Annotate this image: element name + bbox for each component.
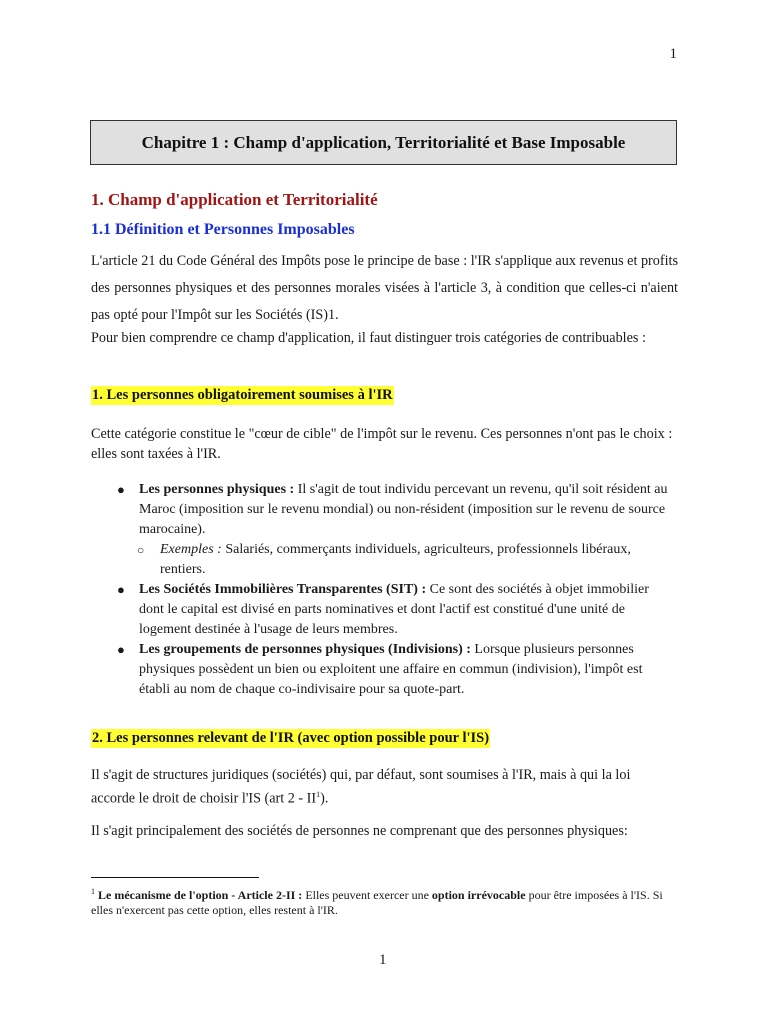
bullet-indivisions — [115, 640, 675, 700]
bullet-personnes-physiques — [115, 480, 675, 540]
sub-bullet-label: Exemples : — [160, 542, 222, 557]
category2-heading: 2. Les personnes relevant de l'IR (avec option possible pour l'IS) — [92, 730, 490, 746]
footnote-reference[interactable]: 1 — [316, 790, 321, 799]
footnote-separator — [91, 877, 259, 878]
bullet-label: Les personnes physiques : — [139, 482, 295, 497]
bullet-dot-icon: ● — [117, 642, 125, 657]
bullet-dot-icon: ● — [117, 482, 125, 497]
chapter-title: Chapitre 1 : Champ d'application, Territorialité et Base Imposable — [141, 132, 626, 152]
footnote-marker: 1 — [91, 887, 95, 896]
bullet-text: Lorsque plusieurs personnes physiques possèdent un bien ou exploitent une affaire en commun (indivision), l'impôt est établi au nom de chaque co-indivisaire pour sa quote-part. — [139, 642, 643, 697]
category2-description-text: Il s'agit de structures juridiques (sociétés) qui, par défaut, sont soumises à l'IR, mais à qui la loi accorde le droit de choisir l'IS (art 2 - II — [91, 767, 631, 807]
footnote-text-a: Elles peuvent exercer une — [302, 888, 432, 902]
category1-heading: 1. Les personnes obligatoirement soumises à l'IR — [92, 387, 393, 403]
category1-bullet-list — [115, 480, 675, 700]
category2-description-end: ). — [320, 790, 329, 807]
intro-paragraph: L'article 21 du Code Général des Impôts pose le principe de base : l'IR s'applique aux revenus et profits des personnes physiques et des personnes morales visées à l'article 3, à condition que celles-ci n'aient pas opté pour l'Impôt sur les Sociétés (IS)1. — [91, 253, 678, 323]
bullet-label: Les Sociétés Immobilières Transparentes (SIT) : — [139, 582, 427, 597]
subsection-title: 1.1 Définition et Personnes Imposables — [91, 221, 355, 238]
bullet-label: Les groupements de personnes physiques (Indivisions) : — [139, 642, 471, 657]
sub-bullet-text: Salariés, commerçants individuels, agriculteurs, professionnels libéraux, rentiers. — [160, 542, 631, 577]
bullet-sit — [115, 580, 675, 640]
page-number-top: 1 — [669, 46, 677, 62]
sub-bullet-exemples — [115, 540, 675, 580]
section-title: 1. Champ d'application et Territorialité — [91, 190, 378, 209]
categories-paragraph: Pour bien comprendre ce champ d'application, il faut distinguer trois catégories de contribuables : — [91, 330, 646, 346]
chapter-title-box — [90, 120, 677, 165]
footnote-bold-mid: option irrévocable — [431, 888, 526, 902]
category1-description: Cette catégorie constitue le "cœur de cible" de l'impôt sur le revenu. Ces personnes n'ont pas le choix : elles sont taxées à l'IR. — [91, 426, 673, 462]
page-number-bottom: 1 — [379, 952, 387, 968]
footnote-label: Le mécanisme de l'option - Article 2-II : — [98, 888, 303, 902]
footnote-text-b: pour être imposées à l'IS. Si elles n'exercent pas cette option, elles restent à l'IR. — [91, 888, 663, 917]
category2-description — [91, 765, 678, 809]
sub-bullet-circle-icon: ○ — [137, 543, 145, 557]
bullet-dot-icon: ● — [117, 582, 125, 597]
bullet-text: Il s'agit de tout individu percevant un revenu, qu'il soit résident au Maroc (imposition sur le revenu mondial) ou non-résident (imposition sur le revenu de source marocaine). — [139, 482, 668, 537]
footnote — [91, 884, 681, 918]
bullet-text: Ce sont des sociétés à objet immobilier dont le capital est divisé en parts nominatives et dont l'actif est constitué d'une unité de logement destinée à l'usage de leurs membres. — [139, 582, 649, 637]
category2-description-2: Il s'agit principalement des sociétés de personnes ne comprenant que des personnes physiques: — [91, 823, 628, 839]
